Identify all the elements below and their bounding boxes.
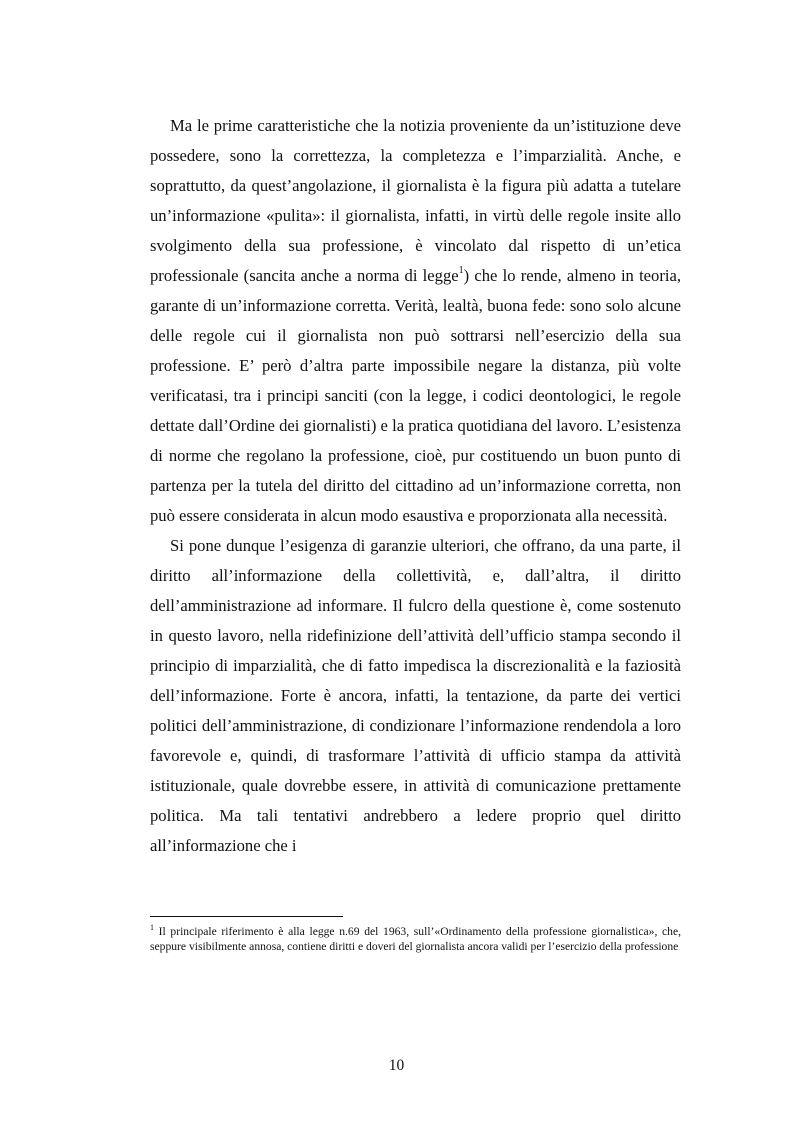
paragraph-2: Si pone dunque l’esigenza di garanzie ulteriori, che offrano, da una parte, il diritto all’informazione della collettività, e, dall’altra, il diritto dell’amministrazione ad informare. Il fulcro della questione è, come sostenuto in questo lavoro, nella ridefinizione dell’attività dell’ufficio stampa secondo il principio di imparzialità, che di fatto impedisca la discrezionalità e la faziosità dell’informazione. Forte è ancora, infatti, la tentazione, da parte dei vertici politici dell’amministrazione, di condizionare l’informazione rendendola a loro favorevole e, quindi, di trasformare l’attività di ufficio stampa da attività istituzionale, quale dovrebbe essere, in attività di comunicazione prettamente politica. Ma tali tentativi andrebbero a ledere proprio quel diritto all’informazione che i <box>150 536 681 855</box>
body-text <box>150 111 681 861</box>
footnote-number: 1 <box>150 923 154 933</box>
footnote <box>150 924 681 954</box>
paragraph-1 <box>150 111 681 531</box>
footnote-text: Il principale riferimento è alla legge n.69 del 1963, sull’«Ordinamento della professione giornalistica», che, seppure visibilmente annosa, contiene diritti e doveri del giornalista ancora validi per l’esercizio della professione <box>150 925 681 953</box>
page-number: 10 <box>388 1057 405 1074</box>
footnote-separator <box>150 916 343 917</box>
paragraph-1-text-b: ) che lo rende, almeno in teoria, garante di un’informazione corretta. Verità, lealtà, buona fede: sono solo alcune delle regole cui il giornalista non può sottrarsi nell’esercizio della sua professione. E’ però d’altra parte impossibile negare la distanza, più volte verificatasi, tra i principi sanciti (con la legge, i codici deontologici, le regole dettate dall’Ordine dei giornalisti) e la pratica quotidiana del lavoro. L’esistenza di norme che regolano la professione, cioè, pur costituendo un buon punto di partenza per la tutela del diritto del cittadino ad un’informazione corretta, non può essere considerata in alcun modo esaustiva e proporzionata alla necessità. <box>150 266 681 525</box>
paragraph-1-text-a: Ma le prime caratteristiche che la notizia proveniente da un’istituzione deve possedere, sono la correttezza, la completezza e l’imparzialità. Anche, e soprattutto, da quest’angolazione, il giornalista è la figura più adatta a tutelare un’informazione «pulita»: il giornalista, infatti, in virtù delle regole insite allo svolgimento della sua professione, è vincolato dal rispetto di un’etica professionale (sancita anche a norma di legge <box>150 116 681 285</box>
footnote-reference[interactable]: 1 <box>458 265 464 277</box>
